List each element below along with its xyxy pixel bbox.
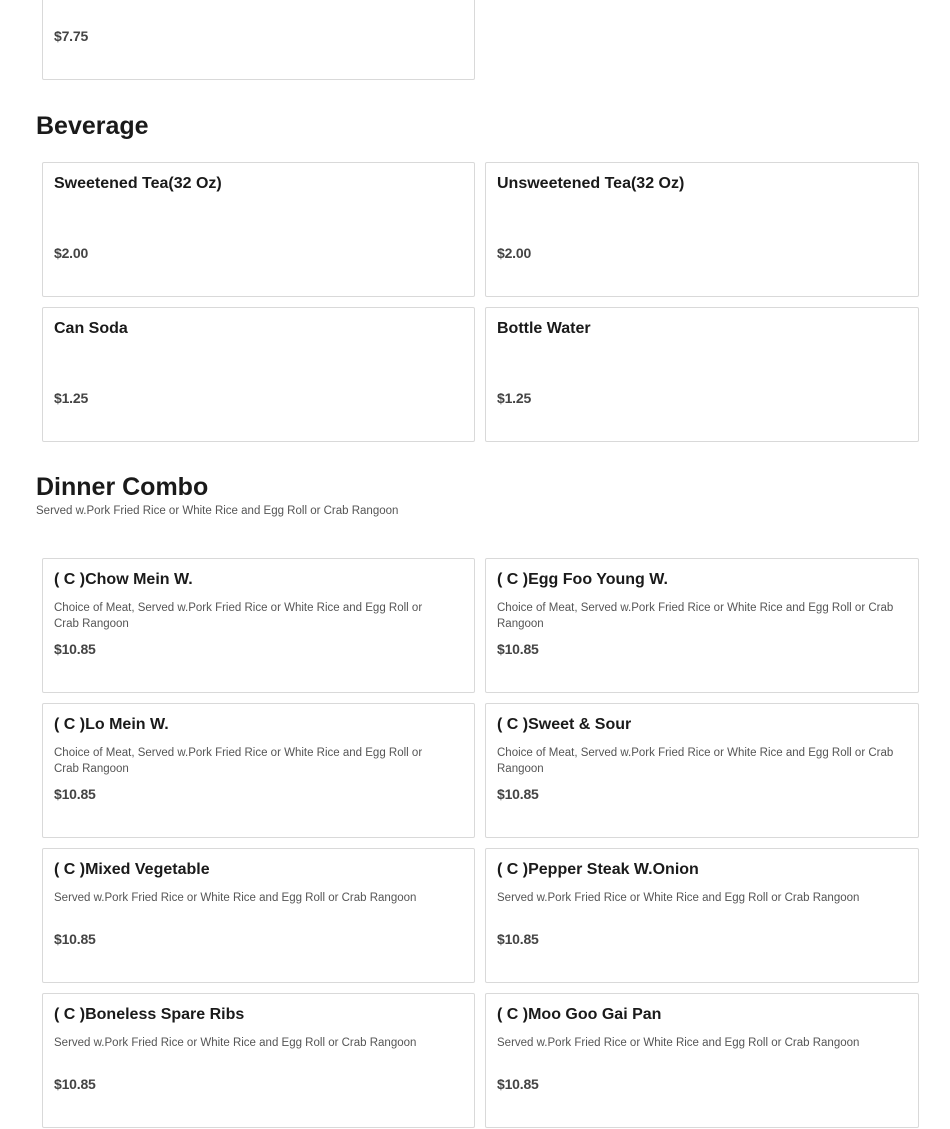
item-price: $10.85	[54, 786, 96, 802]
item-description: Choice of Meat, Served w.Pork Fried Rice or White Rice and Egg Roll or Crab Rangoon	[54, 602, 423, 630]
item-description: Choice of Meat, Served w.Pork Fried Rice or White Rice and Egg Roll or Crab Rangoon	[497, 602, 894, 630]
menu-item-card[interactable]	[485, 558, 919, 693]
item-price: $2.00	[54, 245, 89, 261]
item-name: Unsweetened Tea(32 Oz)	[497, 175, 685, 192]
item-price: $10.85	[497, 931, 539, 947]
item-description: Served w.Pork Fried Rice or White Rice and Egg Roll or Crab Rangoon	[497, 892, 860, 904]
section-subtitle: Served w.Pork Fried Rice or White Rice and Egg Roll or Crab Rangoon	[36, 505, 399, 517]
menu-item-card[interactable]	[485, 993, 919, 1128]
item-name: Can Soda	[54, 320, 128, 337]
item-price: $7.75	[54, 28, 89, 44]
item-name: ( C )Boneless Spare Ribs	[54, 1006, 245, 1023]
menu-item-card[interactable]	[485, 307, 919, 442]
menu-item-card[interactable]	[42, 558, 475, 693]
item-name: ( C )Chow Mein W.	[54, 571, 193, 588]
menu-item-card[interactable]	[485, 162, 919, 297]
item-price: $10.85	[54, 641, 96, 657]
menu-item-card[interactable]	[485, 848, 919, 983]
item-name: ( C )Pepper Steak W.Onion	[497, 861, 699, 878]
item-price: $2.00	[497, 245, 532, 261]
item-price: $1.25	[54, 390, 89, 406]
item-name: Bottle Water	[497, 320, 591, 337]
section-title-beverage: Beverage	[36, 112, 149, 140]
item-name: ( C )Egg Foo Young W.	[497, 571, 668, 588]
item-description: Choice of Meat, Served w.Pork Fried Rice or White Rice and Egg Roll or Crab Rangoon	[54, 747, 423, 775]
item-description: Served w.Pork Fried Rice or White Rice and Egg Roll or Crab Rangoon	[54, 1037, 417, 1049]
item-price: $1.25	[497, 390, 532, 406]
item-description: Served w.Pork Fried Rice or White Rice and Egg Roll or Crab Rangoon	[54, 892, 417, 904]
menu-item-card[interactable]	[42, 162, 475, 297]
item-name: ( C )Lo Mein W.	[54, 716, 169, 733]
item-price: $10.85	[497, 641, 539, 657]
menu-item-card[interactable]	[42, 0, 475, 80]
item-price: $10.85	[54, 931, 96, 947]
item-price: $10.85	[497, 786, 539, 802]
menu-item-card[interactable]	[485, 703, 919, 838]
item-description: Choice of Meat, Served w.Pork Fried Rice or White Rice and Egg Roll or Crab Rangoon	[497, 747, 894, 775]
item-name: ( C )Mixed Vegetable	[54, 861, 210, 878]
menu-item-card[interactable]	[42, 993, 475, 1128]
menu-item-card[interactable]	[42, 703, 475, 838]
item-name: ( C )Sweet & Sour	[497, 716, 632, 733]
item-name: ( C )Moo Goo Gai Pan	[497, 1006, 662, 1023]
item-price: $10.85	[54, 1076, 96, 1092]
section-title-dinner-combo: Dinner Combo	[36, 473, 209, 501]
item-price: $10.85	[497, 1076, 539, 1092]
menu-item-card[interactable]	[42, 848, 475, 983]
item-name: Sweetened Tea(32 Oz)	[54, 175, 222, 192]
item-description: Served w.Pork Fried Rice or White Rice and Egg Roll or Crab Rangoon	[497, 1037, 860, 1049]
menu-item-card[interactable]	[42, 307, 475, 442]
